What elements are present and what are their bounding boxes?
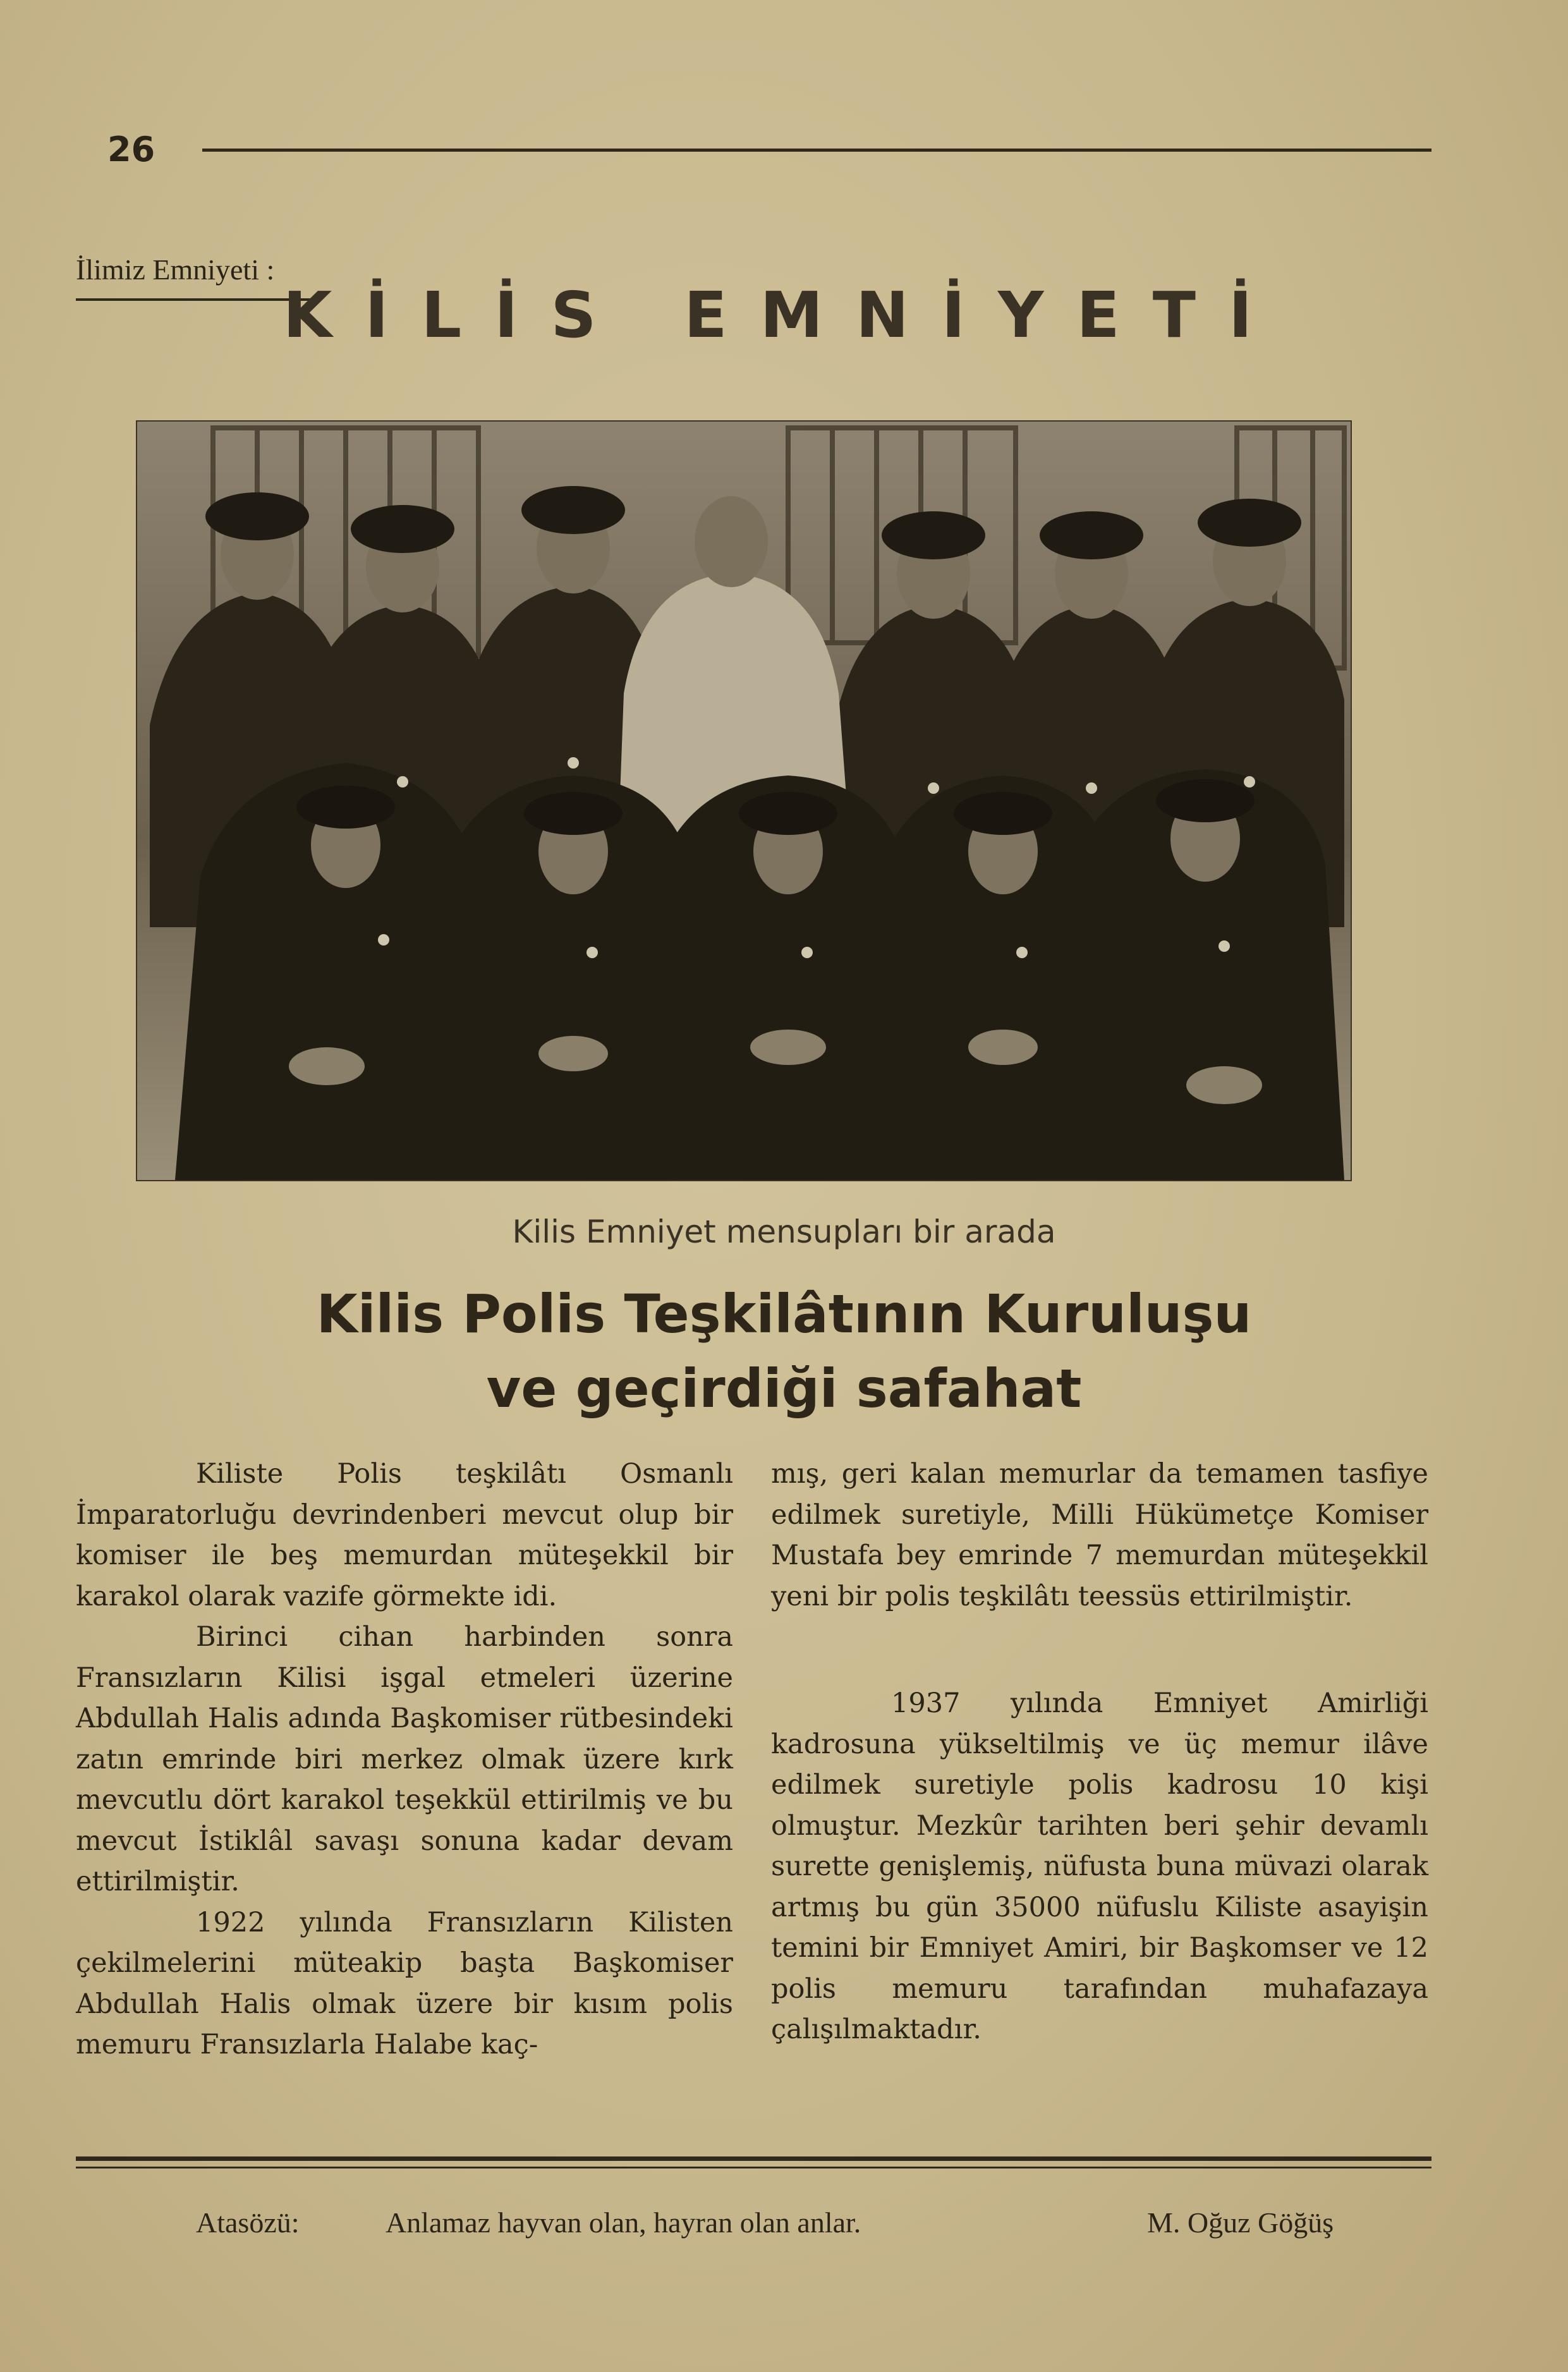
article-column-right — [771, 1454, 1428, 2050]
article-headline-line-1: Kilis Polis Teşkilâtının Kuruluşu — [316, 1283, 1252, 1345]
proverb-text: Anlamaz hayvan olan, hayran olan anlar. — [386, 2206, 861, 2239]
article-column-left — [76, 1454, 733, 2065]
paragraph: 1937 yılında Emniyet Amirliği kadrosuna yükseltilmiş ve üç memur ilâve edilmek suretiyle polis kadrosu 10 kişi olmuştur. Mezkûr tarihten beri şehir devamlı surette genişlemiş, nüfusta buna müvazi olarak artmış bu gün 35000 nüfuslu Kiliste asayişin temini bir Emniyet Amiri, bir Başkomser ve 12 polis memuru tarafından muhafazaya çalışılmaktadır. — [771, 1688, 1428, 2045]
page-number: 26 — [107, 130, 155, 169]
header-rule — [202, 149, 1431, 152]
bottom-rule — [76, 2156, 1431, 2161]
paragraph: 1922 yılında Fransızların Kilisten çekilmelerini müteakip başta Başkomiser Abdullah Halis olmak üzere bir kısım polis memuru Fransızlarla Halabe kaç- — [76, 1906, 733, 2060]
paragraph: Birinci cihan harbinden sonra Fransızların Kilisi işgal etmeleri üzerine Abdullah Halis adında Başkomiser rütbesindeki zatın emrinde biri merkez olmak üzere kırk mevcutlu dört karakol teşekkül ettirilmiş ve bu mevcut İstiklâl savaşı sonuna kadar devam ettirilmiştir. — [76, 1621, 733, 1897]
masthead-title: KİLİS EMNİYETİ — [283, 278, 1285, 352]
article-headline-line-2: ve geçirdiği safahat — [486, 1358, 1082, 1420]
bottom-rule-thin — [76, 2167, 1431, 2168]
group-photo-illustration — [137, 422, 1351, 1180]
photo-caption: Kilis Emniyet mensupları bir arada — [512, 1213, 1056, 1250]
paragraph: Kiliste Polis teşkilâtı Osmanlı İmparatorluğu devrindenberi mevcut olup bir komiser ile beş memurdan müteşekkil bir karakol olarak vazife görmekte idi. — [76, 1458, 733, 1612]
section-label: İlimiz Emniyeti : — [76, 253, 275, 286]
paragraph: mış, geri kalan memurlar da temamen tasfiye edilmek suretiyle, Milli Hükümetçe Komiser Mustafa bey emrinde 7 memurdan müteşekkil yeni bir polis teşkilâtı teessüs ettirilmiştir. — [771, 1458, 1428, 1612]
group-photo — [136, 420, 1352, 1181]
proverb-label: Atasözü: — [196, 2206, 300, 2239]
proverb-author: M. Oğuz Göğüş — [1147, 2206, 1334, 2239]
